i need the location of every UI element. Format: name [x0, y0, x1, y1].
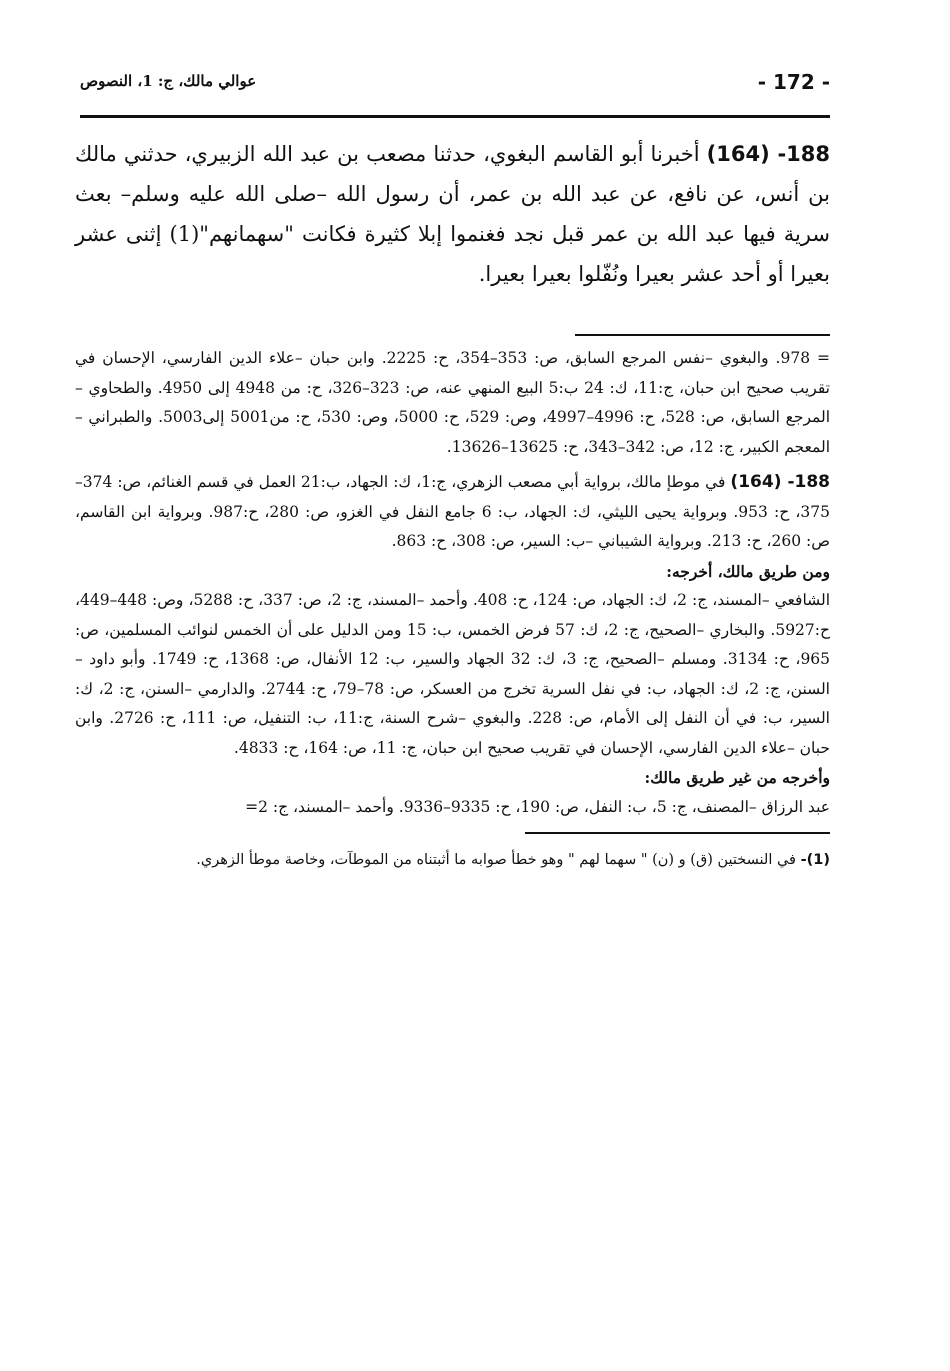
note-continuation: = 978. والبغوي –نفس المرجع السابق، ص: 353–354، ح: 2225. وابن حبان –علاء الدين الفارسي، الإحسان في تقريب صحيح ابن حبان، ج:11، ك: 24 ب:5 البيع المنهي عنه، ص: 323–326، ح: من 4948 إلى 4950. والطحاوي –المرجع السابق، ص: 528، ح: 4996–4997، وص: 529، ح: 5000، وص: 530، ح: من5001 إلى5003. والطبراني –المعجم الكبير، ج: 12، ص: 342–343، ح: 13625–13626.	[75, 349, 831, 456]
main-hadith-text	[75, 134, 830, 294]
header-rule	[80, 115, 830, 118]
footnote-text: في النسختين (ق) و (ن) " سهما لهم " وهو خطأ صوابه ما أثبتناه من الموطآت، وخاصة موطأ الزهري.	[196, 852, 801, 868]
page-number: - 172 -	[757, 70, 830, 94]
note-entry-text: في موطإ مالك، برواية أبي مصعب الزهري، ج:1، ك: الجهاد، ب:21 العمل في قسم الغنائم، ص: 374–375، ح: 953. وبرواية يحيى الليثي، ك: الجهاد، ب: 6 جامع النفل في الغزو، ص: 280، ح:987. وبرواية ابن القاسم، ص: 260، ح: 213. وبرواية الشيباني –ب: السير، ص: 308، ح: 863.	[75, 473, 830, 550]
running-title: عوالي مالك، ج: 1، النصوص	[80, 72, 257, 90]
hadith-paragraph	[75, 134, 830, 294]
notes-section	[75, 334, 830, 872]
hadith-body: أخبرنا أبو القاسم البغوي، حدثنا مصعب بن عبد الله الزبيري، حدثني مالك بن أنس، عن نافع، عن عبد الله بن عمر، أن رسول الله –صلى الله عليه وسلم– بعث سرية فيها عبد الله بن عمر قبل نجد فغنموا إبلا كثيرة فكانت "سهمانهم"(1) إثنى عشر بعيرا أو أحد عشر بعيرا ونُفّلوا بعيرا بعيرا.	[75, 142, 830, 286]
footnote	[75, 848, 830, 872]
hadith-number: 188- (164)	[706, 142, 830, 166]
footnote-marker: (1)-	[800, 852, 830, 868]
via-malik-heading: ومن طريق مالك، أخرجه:	[666, 561, 830, 581]
note-entry-number: 188- (164)	[730, 472, 831, 492]
note-entry	[75, 468, 830, 557]
via-malik-text: الشافعي –المسند، ج: 2، ك: الجهاد، ص: 124، ح: 408. وأحمد –المسند، ج: 2، ص: 337، ح: 5288، وص: 448–449، ح:5927. والبخاري –الصحيح، ج: 2، ك: 57 فرض الخمس، ب: 15 ومن الدليل على أن الخمس لنوائب المسلمين، ص: 965، ح: 3134. ومسلم –الصحيح، ج: 3، ك: 32 الجهاد والسير، ب: 12 الأنفال، ص: 1368، ح: 1749. وأبو داود –السنن، ج: 2، ك: الجهاد، ب: في نفل السرية تخرج من العسكر، ص: 78–79، ح: 2744. والدارمي –السنن، ج: 2، ك: السير، ب: في أن النفل إلى الأمام، ص: 228. والبغوي –شرح السنة، ج:11، ب: التنفيل، ص: 111، ح: 2726. وابن حبان –علاء الدين الفارسي، الإحسان في تقريب صحيح ابن حبان، ج: 11، ص: 164، ح: 4833.	[75, 591, 831, 757]
page-header	[80, 70, 830, 110]
footnote-separator	[525, 832, 830, 834]
other-routes-heading: وأخرجه من غير طريق مالك:	[644, 768, 830, 787]
notes-separator	[575, 334, 830, 336]
other-routes-text: عبد الرزاق –المصنف، ج: 5، ب: النفل، ص: 190، ح: 9335–9336. وأحمد –المسند، ج: 2=	[245, 797, 830, 816]
